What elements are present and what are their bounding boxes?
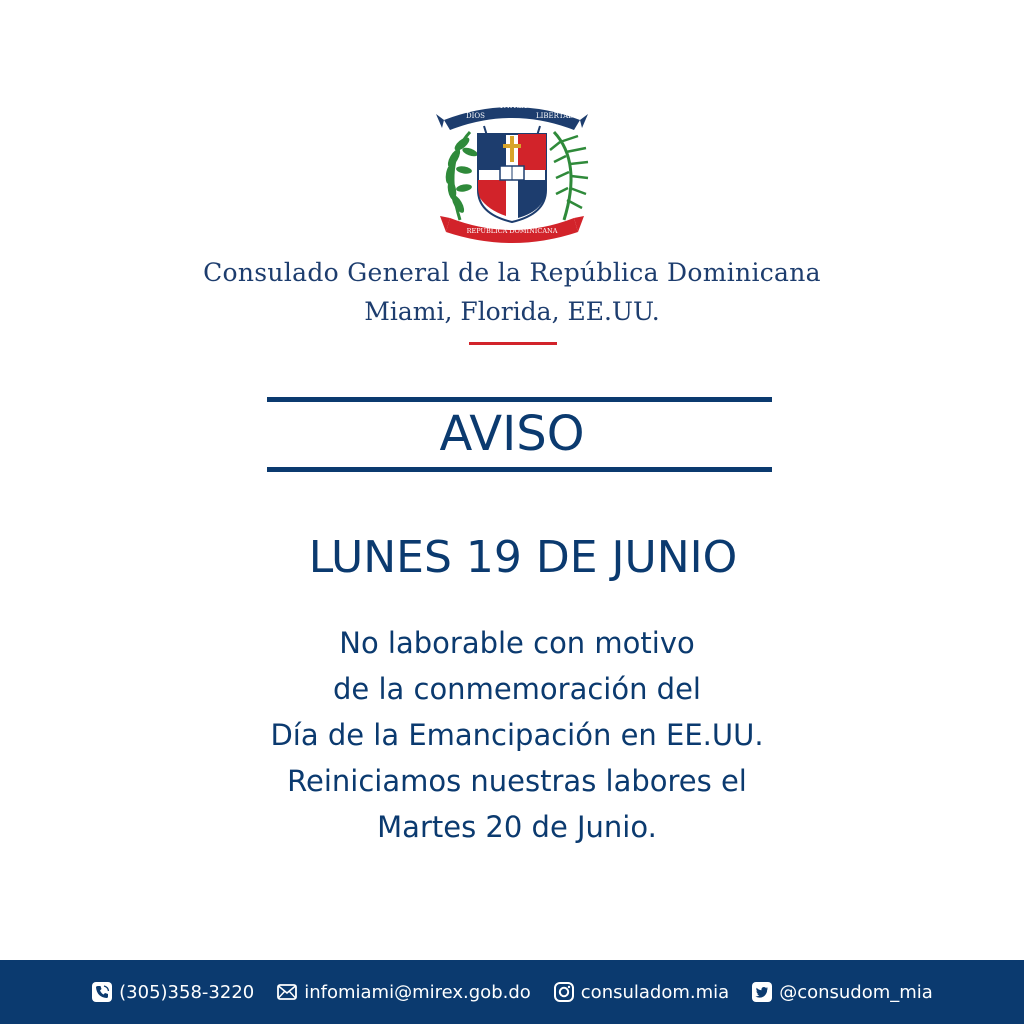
email-icon xyxy=(276,981,298,1003)
organization-location: Miami, Florida, EE.UU. xyxy=(364,297,660,326)
notice-heading: AVISO xyxy=(439,406,585,462)
notice-body xyxy=(0,620,1024,850)
crest-motto-1: DIOS xyxy=(466,112,485,120)
twitter-handle: @consudom_mia xyxy=(779,981,933,1003)
crest-banner-text: REPUBLICA DOMINICANA xyxy=(466,227,558,235)
instagram-handle: consuladom.mia xyxy=(580,981,730,1003)
phone-icon xyxy=(91,981,113,1003)
email-address: infomiami@mirex.gob.do xyxy=(304,981,531,1003)
contact-footer xyxy=(0,960,1024,1024)
instagram-icon xyxy=(553,981,575,1003)
notice-date: LUNES 19 DE JUNIO xyxy=(308,532,738,583)
coat-of-arms-logo xyxy=(432,92,592,244)
twitter-icon xyxy=(751,981,773,1003)
crest-motto-3: LIBERTAD xyxy=(536,112,574,120)
notice-body-line: de la conmemoración del xyxy=(332,672,701,706)
notice-body-line: No laborable con motivo xyxy=(339,626,695,660)
crest-motto-2: PATRIA xyxy=(500,102,527,110)
phone-contact[interactable] xyxy=(91,981,254,1003)
notice-body-line: Reiniciamos nuestras labores el xyxy=(287,764,747,798)
notice-body-line: Martes 20 de Junio. xyxy=(377,810,657,844)
instagram-contact[interactable] xyxy=(553,981,729,1003)
notice-bottom-rule xyxy=(267,467,772,472)
notice-body-line: Día de la Emancipación en EE.UU. xyxy=(270,718,764,752)
red-divider xyxy=(469,342,557,345)
twitter-contact[interactable] xyxy=(751,981,933,1003)
phone-number: (305)358-3220 xyxy=(119,981,255,1003)
notice-top-rule xyxy=(267,397,772,402)
email-contact[interactable] xyxy=(276,981,531,1003)
organization-title: Consulado General de la República Dominicana xyxy=(203,258,821,287)
